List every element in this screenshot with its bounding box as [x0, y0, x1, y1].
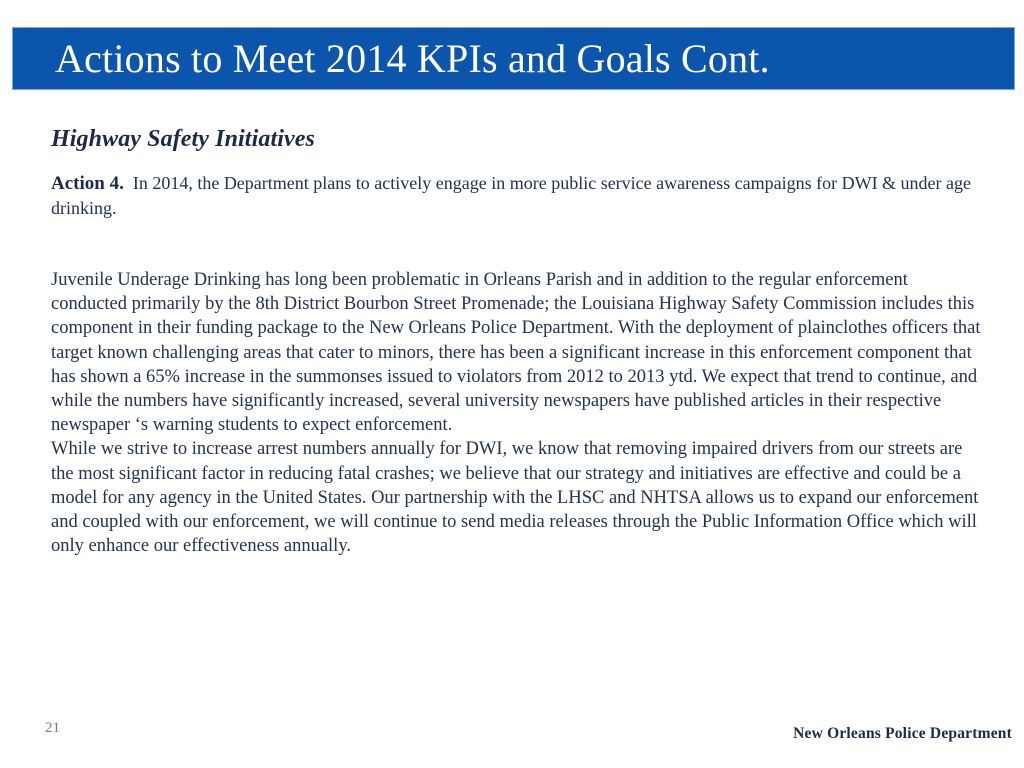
paragraph-spacer-2 — [51, 244, 986, 268]
action-paragraph — [51, 171, 981, 220]
action-label: Action 4. — [51, 173, 124, 194]
footer-organization: New Orleans Police Department — [793, 725, 1012, 742]
page-title: Actions to Meet 2014 KPIs and Goals Cont. — [55, 35, 770, 81]
body-paragraph-1: Juvenile Underage Drinking has long been problematic in Orleans Parish and in addition to the regular enforcement conducted primarily by the 8th District Bourbon Street Promenade; the Louisiana Highway Safety Commission includes this component in their funding package to the New Orleans Police Department. With the deployment of plainclothes officers that target known challenging areas that cater to minors, there has been a significant increase in this enforcement component that has shown a 65% increase in the summonses issued to violators from 2012 to 2013 ytd. We expect that trend to continue, and while the numbers have significantly increased, several university newspapers have published articles in their respective newspaper ‘s warning students to expect enforcement. — [51, 270, 981, 436]
action-text: In 2014, the Department plans to actively engage in more public service awareness campaigns for DWI & under age drinking. — [51, 173, 972, 218]
body-paragraph-2: While we strive to increase arrest numbers annually for DWI, we know that removing impaired drivers from our streets are the most significant factor in reducing fatal crashes; we believe that our strategy and initiatives are effective and could be a model for any agency in the United States. Our partnership with the LHSC and NHTSA allows us to expand our enforcement and coupled with our enforcement, we will continue to send media releases through the Public Information Office which will only enhance our effectiveness annually. — [51, 439, 979, 557]
slide-title-banner — [12, 27, 1015, 90]
page-number: 21 — [45, 720, 60, 736]
paragraph-spacer — [51, 220, 986, 244]
slide-content-body — [51, 125, 986, 558]
section-heading: Highway Safety Initiatives — [51, 126, 315, 152]
